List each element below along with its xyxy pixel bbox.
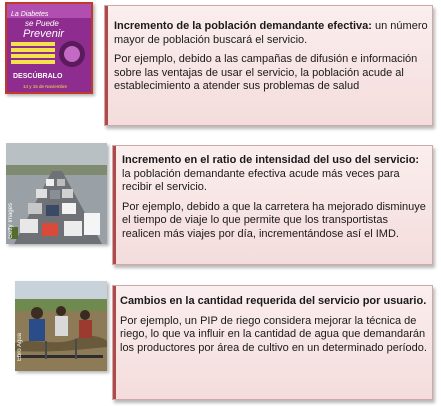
card-heading-paragraph [120, 295, 428, 309]
traffic-photo-image [6, 143, 107, 244]
card-heading-rest: un número mayor de población buscará el servicio. [114, 20, 428, 46]
card-accent [113, 286, 116, 399]
diabetes-poster-image [5, 2, 93, 94]
photo-credit: Ebro Agua [17, 333, 23, 362]
card-heading-paragraph [122, 154, 428, 195]
card-heading-rest: la población demandante efectiva acude más veces para recibir el servicio. [122, 167, 400, 193]
card-heading: Incremento en el ratio de intensidad del uso del servicio: [122, 154, 420, 166]
card-heading: Cambios en la cantidad requerida del servicio por usuario. [120, 295, 427, 307]
poster-date: 14 y 15 de Noviembre [23, 84, 68, 89]
poster-line1: La Diabetes [11, 11, 49, 18]
poster-cta: DESCÚBRALO [13, 73, 63, 80]
photo-credit: Getty Images [8, 203, 14, 239]
card-accent [113, 146, 116, 264]
card-example: Por ejemplo, debido a las campañas de difusión e información sobre las ventajas de usar el servicio, la población acude al establecimiento a atender sus problemas de salud [114, 53, 418, 92]
card-example: Por ejemplo, un PIP de riego considera mejorar la técnica de riego, lo que va influir en la cantidad de agua que demandarán los productores por área de cultivo en un determinado período. [120, 314, 427, 354]
card-text [114, 20, 428, 100]
card-heading-paragraph [114, 20, 428, 47]
card-usage-intensity [112, 145, 433, 265]
card-text [120, 295, 428, 361]
card-quantity-per-user [112, 285, 433, 400]
card-population-increase [104, 5, 433, 126]
card-text [122, 154, 428, 247]
card-heading: Incremento de la población demandante efectiva: [114, 20, 372, 32]
irrigation-photo-image [15, 281, 107, 371]
card-accent [105, 6, 108, 125]
poster-line3: Prevenir [23, 28, 64, 40]
poster-line2: se Puede [25, 19, 59, 28]
card-example: Por ejemplo, debido a que la carretera ha mejorado disminuye el tiempo de viaje lo que permite que los transportistas realicen más viajes por día, incrementándose así el IMD. [122, 200, 426, 240]
